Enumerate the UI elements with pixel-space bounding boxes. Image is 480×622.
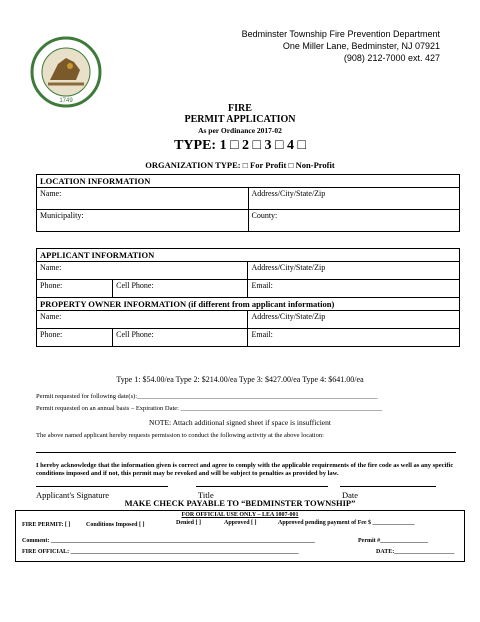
fire-official-field[interactable]: FIRE OFFICIAL: ____________________________________________________________________________ — [22, 549, 299, 555]
owner-email-field[interactable]: Email: — [248, 329, 460, 347]
location-name-field[interactable]: Name: — [37, 188, 249, 210]
location-table — [36, 174, 460, 232]
attach-note: NOTE: Attach additional signed sheet if space is insufficient — [149, 418, 331, 427]
title-label: Title — [198, 490, 214, 500]
activity-prompt: The above named applicant hereby requests permission to conduct the following activity at the above location: — [36, 432, 324, 439]
comment-field[interactable]: Comment: ________________________________________________________________________________________ — [22, 538, 315, 544]
applicant-address-field[interactable]: Address/City/State/Zip — [248, 262, 460, 280]
date-line[interactable] — [340, 486, 436, 487]
owner-cell-field[interactable]: Cell Phone: — [113, 329, 248, 347]
location-header: LOCATION INFORMATION — [37, 175, 460, 188]
form-title: FIRE — [228, 103, 252, 114]
form-subtitle: PERMIT APPLICATION — [184, 114, 296, 125]
location-address-field[interactable]: Address/City/State/Zip — [248, 188, 460, 210]
applicant-name-field[interactable]: Name: — [37, 262, 248, 280]
seal-graphic — [30, 36, 102, 108]
check-payable: MAKE CHECK PAYABLE TO “BEDMINSTER TOWNSHIP” — [124, 498, 356, 508]
owner-address-field[interactable]: Address/City/State/Zip — [248, 311, 460, 329]
county-field[interactable]: County: — [248, 210, 460, 232]
applicant-table — [36, 248, 460, 347]
applicant-header: APPLICANT INFORMATION — [37, 249, 460, 262]
fee-schedule: Type 1: $54.00/ea Type 2: $214.00/ea Type 3: $427.00/ea Type 4: $641.00/ea — [116, 375, 364, 384]
municipality-field[interactable]: Municipality: — [37, 210, 249, 232]
department-name: Bedminster Township Fire Prevention Department — [241, 29, 440, 39]
type-selector[interactable]: TYPE: 1 □ 2 □ 3 □ 4 □ — [174, 138, 306, 153]
permit-number-field[interactable]: Permit #________________ — [358, 538, 429, 544]
owner-name-field[interactable]: Name: — [37, 311, 248, 329]
organization-type[interactable]: ORGANIZATION TYPE: □ For Profit □ Non-Profit — [145, 160, 335, 170]
seal-year: 1749 — [59, 98, 73, 104]
department-header — [242, 28, 440, 64]
official-date-field[interactable]: DATE:____________________ — [376, 549, 455, 555]
permit-annual-line[interactable]: Permit requested on an annual basis – Expiration Date: ______________________________________________________________ — [36, 405, 383, 412]
acknowledgement: I hereby acknowledge that the information given is correct and agree to comply with the applicable requirements of the fire code as well as any specific conditions imposed and if not, this permit may be revoked and will be subject to penalties as provided by law. — [36, 462, 454, 477]
conditions-checkbox[interactable]: Conditions Imposed [ ] — [86, 522, 145, 528]
signature-line[interactable] — [36, 486, 168, 487]
denied-checkbox[interactable]: Denied [ ] — [176, 520, 201, 526]
title-line[interactable] — [196, 486, 328, 487]
applicant-phone-field[interactable]: Phone: — [37, 280, 113, 298]
department-address: One Miller Lane, Bedminster, NJ 07921 — [282, 41, 440, 51]
official-use-box — [15, 510, 465, 562]
department-phone: (908) 212-7000 ext. 427 — [343, 53, 440, 63]
applicant-signature-label: Applicant's Signature — [36, 490, 110, 500]
applicant-email-field[interactable]: Email: — [248, 280, 460, 298]
approved-checkbox[interactable]: Approved [ ] — [224, 520, 257, 526]
ordinance-line: As per Ordinance 2017-02 — [198, 126, 282, 135]
fire-permit-checkbox[interactable]: FIRE PERMIT: [ ] — [22, 522, 71, 528]
date-label: Date — [342, 490, 359, 500]
owner-phone-field[interactable]: Phone: — [37, 329, 113, 347]
official-header: FOR OFFICIAL USE ONLY – LEA 1807-001 — [181, 512, 299, 518]
township-seal — [30, 36, 102, 108]
permit-dates-line[interactable]: Permit requested for following date(s):__________________________________________________________________________ — [36, 393, 378, 400]
applicant-cell-field[interactable]: Cell Phone: — [113, 280, 248, 298]
owner-header: PROPERTY OWNER INFORMATION (if different from applicant information) — [37, 298, 460, 311]
activity-line[interactable] — [36, 452, 456, 453]
approved-pending-fee[interactable]: Approved pending payment of Fee $ ______________ — [278, 520, 415, 526]
